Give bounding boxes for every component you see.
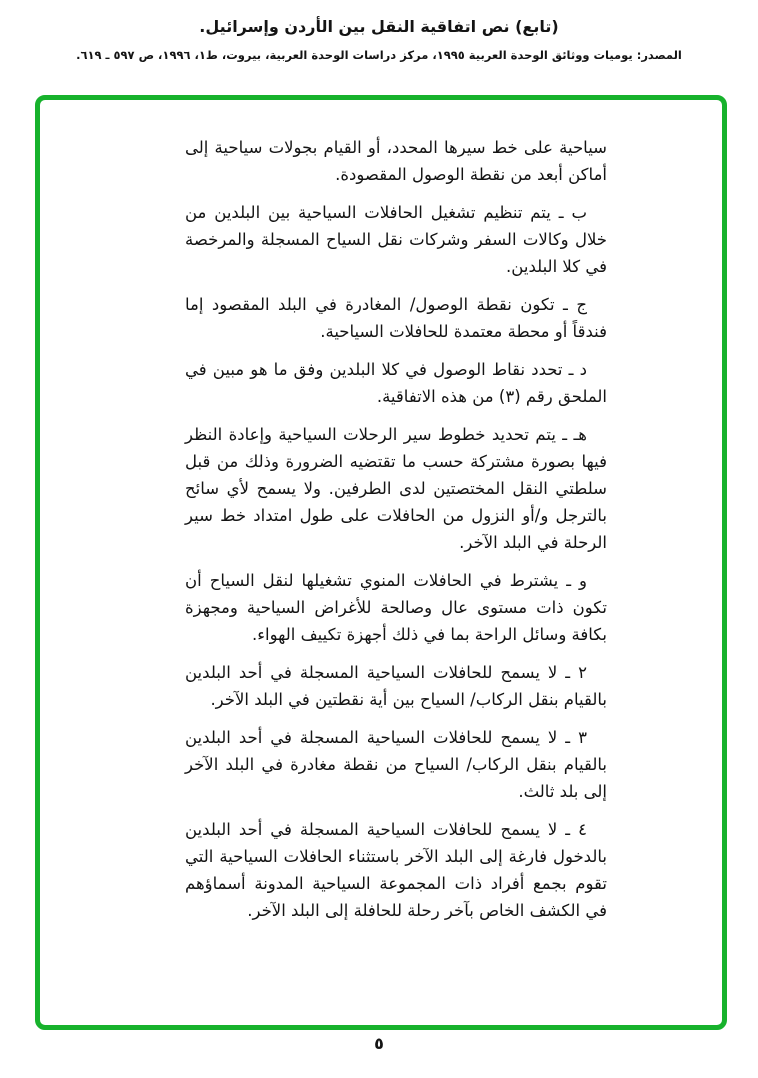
- paragraph: د ـ تحدد نقاط الوصول في كلا البلدين وفق ما هو مبين في الملحق رقم (٣) من هذه الاتفاقية.: [185, 360, 607, 406]
- paragraph: هـ ـ يتم تحديد خطوط سير الرحلات السياحية وإعادة النظر فيها بصورة مشتركة حسب ما تقتضيه الضرورة وذلك من قبل سلطتي النقل المختصتين لدى الطرفين. ولا يسمح لأي سائح بالترجل و/أو النزول من الحافلات على طول امتداد خط سير الرحلة في البلد الآخر.: [185, 425, 607, 552]
- paragraph: ب ـ يتم تنظيم تشغيل الحافلات السياحية بين البلدين من خلال وكالات السفر وشركات نقل السياح المسجلة والمرخصة في كلا البلدين.: [185, 203, 607, 276]
- body-text-column: [185, 134, 607, 935]
- page-number: ٥: [374, 1034, 384, 1053]
- paragraph: سياحية على خط سيرها المحدد، أو القيام بجولات سياحية إلى أماكن أبعد من نقطة الوصول المقصودة.: [185, 138, 607, 184]
- paragraph: و ـ يشترط في الحافلات المنوي تشغيلها لنقل السياح أن تكون ذات مستوى عال وصالحة للأغراض السياحية ومجهزة بكافة وسائل الراحة بما في ذلك أجهزة تكييف الهواء.: [185, 571, 607, 644]
- paragraph: ٤ ـ لا يسمح للحافلات السياحية المسجلة في أحد البلدين بالدخول فارغة إلى البلد الآخر باستثناء الحافلات السياحية التي تقوم بجمع أفراد ذات المجموعة السياحية المدونة أسماؤهم في الكشف الخاص بآخر رحلة للحافلة إلى البلد الآخر.: [185, 820, 607, 920]
- content-border-frame: [35, 95, 727, 1030]
- paragraph: ج ـ تكون نقطة الوصول/ المغادرة في البلد المقصود إما فندقاً أو محطة معتمدة للحافلات السياحية.: [185, 295, 607, 341]
- source-citation: المصدر: يوميات ووثائق الوحدة العربية ١٩٩٥، مركز دراسات الوحدة العربية، بيروت، ط١، ١٩٩٦، ص ٥٩٧ ـ ٦١٩.: [76, 48, 682, 62]
- paragraph: ٣ ـ لا يسمح للحافلات السياحية المسجلة في أحد البلدين بالقيام بنقل الركاب/ السياح من نقطة مغادرة في البلد الآخر إلى بلد ثالث.: [185, 728, 607, 801]
- document-title: (تابع) نص اتفاقية النقل بين الأردن وإسرائيل.: [199, 17, 559, 36]
- paragraph: ٢ ـ لا يسمح للحافلات السياحية المسجلة في أحد البلدين بالقيام بنقل الركاب/ السياح بين أية نقطتين في البلد الآخر.: [185, 663, 607, 709]
